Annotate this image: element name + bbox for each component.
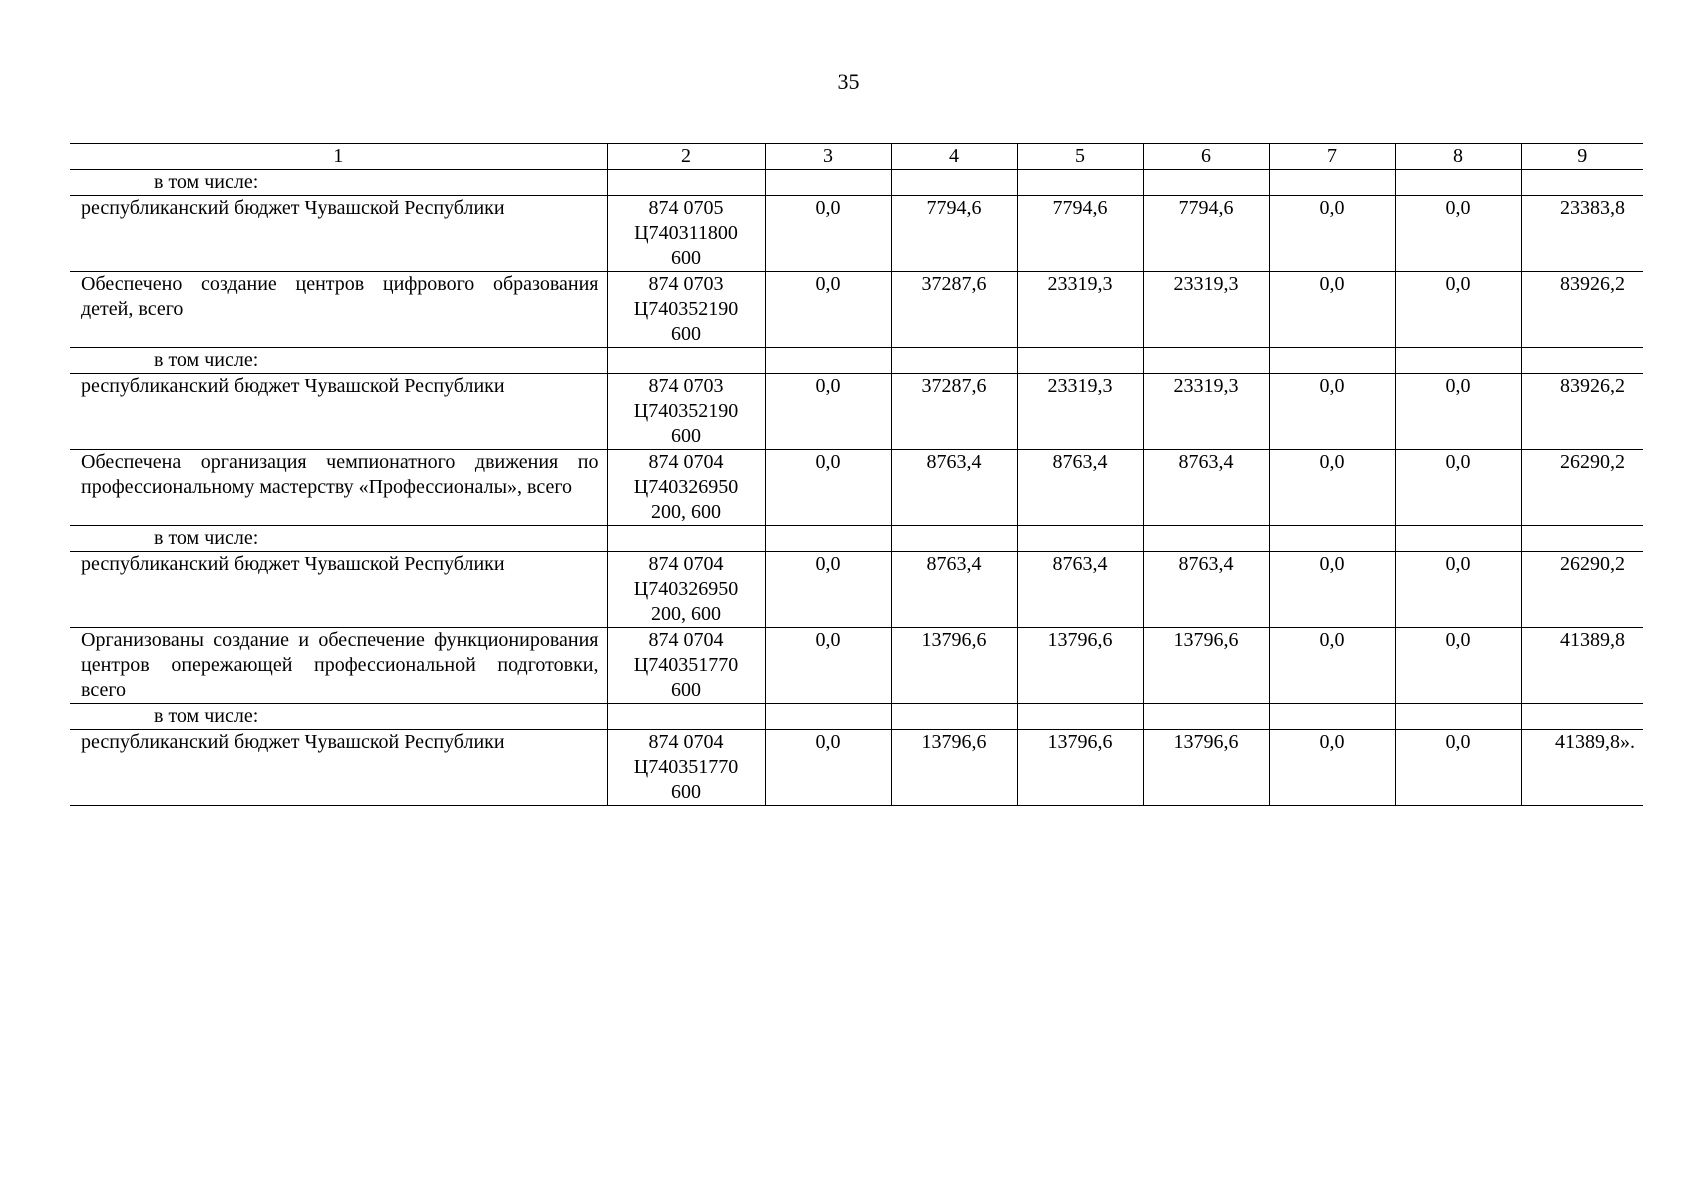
value-col-4: 13796,6	[891, 730, 1017, 806]
value-col-9: 23383,8	[1521, 196, 1643, 272]
row-name: республиканский бюджет Чувашской Республики	[70, 196, 607, 272]
value-col-7	[1269, 348, 1395, 374]
budget-code	[607, 628, 765, 704]
table-row	[70, 196, 1643, 272]
subtotal-label-row	[70, 348, 1643, 374]
including-label: в том числе:	[70, 704, 607, 730]
column-number-3: 3	[765, 144, 891, 170]
budget-code-line: 874 0704	[648, 731, 724, 753]
budget-code	[607, 450, 765, 526]
value-col-5: 8763,4	[1017, 552, 1143, 628]
value-col-7: 0,0	[1269, 628, 1395, 704]
budget-code-line: Ц740351770	[633, 756, 739, 778]
value-col-4: 37287,6	[891, 374, 1017, 450]
value-col-7	[1269, 170, 1395, 196]
budget-code	[607, 704, 765, 730]
value-col-6: 8763,4	[1143, 450, 1269, 526]
value-col-6	[1143, 704, 1269, 730]
value-col-7: 0,0	[1269, 552, 1395, 628]
value-col-9	[1521, 348, 1643, 374]
value-col-8: 0,0	[1395, 450, 1521, 526]
value-col-6: 23319,3	[1143, 374, 1269, 450]
budget-code-line: 200, 600	[651, 603, 721, 625]
value-col-8	[1395, 170, 1521, 196]
row-name: Обеспечено создание центров цифрового образования детей, всего	[70, 272, 607, 348]
column-number-4: 4	[891, 144, 1017, 170]
budget-code-line: Ц740351770	[633, 654, 739, 676]
budget-code-line: 600	[671, 781, 701, 803]
row-name: Организованы создание и обеспечение функционирования центров опережающей профессиональной подготовки, всего	[70, 628, 607, 704]
value-col-4	[891, 704, 1017, 730]
table-row	[70, 272, 1643, 348]
value-col-5	[1017, 170, 1143, 196]
value-col-5: 23319,3	[1017, 374, 1143, 450]
value-col-3	[765, 170, 891, 196]
value-col-8: 0,0	[1395, 730, 1521, 806]
budget-code-line: 600	[671, 679, 701, 701]
table-row	[70, 450, 1643, 526]
value-col-9: 83926,2	[1521, 272, 1643, 348]
including-label: в том числе:	[70, 170, 607, 196]
value-col-5: 8763,4	[1017, 450, 1143, 526]
value-col-6	[1143, 170, 1269, 196]
value-col-8	[1395, 348, 1521, 374]
value-col-7: 0,0	[1269, 730, 1395, 806]
budget-code-line: Ц740311800	[634, 222, 738, 244]
value-col-7: 0,0	[1269, 272, 1395, 348]
column-number-9: 9	[1521, 144, 1643, 170]
value-col-3: 0,0	[765, 552, 891, 628]
budget-code-line: 600	[671, 425, 701, 447]
value-col-8: 0,0	[1395, 628, 1521, 704]
value-col-9	[1521, 526, 1643, 552]
including-label: в том числе:	[70, 348, 607, 374]
budget-code	[607, 374, 765, 450]
value-col-3: 0,0	[765, 272, 891, 348]
value-col-7: 0,0	[1269, 450, 1395, 526]
value-col-4	[891, 526, 1017, 552]
value-col-8: 0,0	[1395, 272, 1521, 348]
budget-code	[607, 170, 765, 196]
column-number-6: 6	[1143, 144, 1269, 170]
value-col-4: 8763,4	[891, 450, 1017, 526]
subtotal-label-row	[70, 170, 1643, 196]
value-col-5: 13796,6	[1017, 730, 1143, 806]
table-body	[70, 170, 1643, 806]
column-number-2: 2	[607, 144, 765, 170]
value-col-3: 0,0	[765, 196, 891, 272]
budget-code	[607, 348, 765, 374]
value-col-3: 0,0	[765, 730, 891, 806]
value-col-9: 26290,2	[1521, 450, 1643, 526]
value-col-6	[1143, 348, 1269, 374]
budget-code-line: Ц740352190	[633, 298, 739, 320]
value-col-3	[765, 704, 891, 730]
budget-code-line: Ц740352190	[633, 400, 739, 422]
page-number: 35	[837, 69, 860, 94]
budget-code-line: 874 0704	[648, 629, 724, 651]
budget-code-line: 874 0704	[648, 451, 724, 473]
budget-code	[607, 526, 765, 552]
budget-code-line: 600	[671, 247, 701, 269]
value-col-5: 7794,6	[1017, 196, 1143, 272]
value-col-6: 8763,4	[1143, 552, 1269, 628]
value-col-7	[1269, 526, 1395, 552]
value-col-6: 13796,6	[1143, 628, 1269, 704]
value-col-9: 83926,2	[1521, 374, 1643, 450]
budget-code-line: 874 0703	[648, 273, 724, 295]
value-col-4: 8763,4	[891, 552, 1017, 628]
value-col-9: 26290,2	[1521, 552, 1643, 628]
value-col-4	[891, 348, 1017, 374]
budget-code	[607, 272, 765, 348]
value-col-8: 0,0	[1395, 552, 1521, 628]
row-name: республиканский бюджет Чувашской Республики	[70, 552, 607, 628]
budget-code-line: 200, 600	[651, 501, 721, 523]
column-number-7: 7	[1269, 144, 1395, 170]
value-col-8	[1395, 526, 1521, 552]
budget-code-line: 600	[671, 323, 701, 345]
column-number-1: 1	[70, 144, 607, 170]
column-number-row	[70, 144, 1643, 170]
value-col-8	[1395, 704, 1521, 730]
value-col-9: 41389,8	[1521, 628, 1643, 704]
budget-code-line: Ц740326950	[633, 578, 739, 600]
budget-code	[607, 552, 765, 628]
value-col-3: 0,0	[765, 374, 891, 450]
table-row	[70, 730, 1643, 806]
value-col-9: 41389,8».	[1521, 730, 1643, 806]
column-number-8: 8	[1395, 144, 1521, 170]
value-col-3: 0,0	[765, 628, 891, 704]
table-row	[70, 628, 1643, 704]
table-row	[70, 552, 1643, 628]
budget-code-line: 874 0703	[648, 375, 724, 397]
budget-code	[607, 196, 765, 272]
value-col-3: 0,0	[765, 450, 891, 526]
value-col-4	[891, 170, 1017, 196]
row-name: республиканский бюджет Чувашской Республики	[70, 374, 607, 450]
value-col-8: 0,0	[1395, 374, 1521, 450]
value-col-6: 23319,3	[1143, 272, 1269, 348]
value-col-5	[1017, 704, 1143, 730]
budget-code-line: 874 0704	[648, 553, 724, 575]
subtotal-label-row	[70, 704, 1643, 730]
table-row	[70, 374, 1643, 450]
budget-code-line: 874 0705	[648, 197, 724, 219]
value-col-8: 0,0	[1395, 196, 1521, 272]
budget-code-line: Ц740326950	[633, 476, 739, 498]
row-name: Обеспечена организация чемпионатного движения по профессиональному мастерству «Профессионалы», всего	[70, 450, 607, 526]
column-number-5: 5	[1017, 144, 1143, 170]
budget-table	[70, 143, 1643, 806]
value-col-5	[1017, 526, 1143, 552]
value-col-6: 7794,6	[1143, 196, 1269, 272]
value-col-7: 0,0	[1269, 196, 1395, 272]
value-col-5: 23319,3	[1017, 272, 1143, 348]
value-col-3	[765, 348, 891, 374]
value-col-9	[1521, 704, 1643, 730]
value-col-3	[765, 526, 891, 552]
including-label: в том числе:	[70, 526, 607, 552]
value-col-9	[1521, 170, 1643, 196]
value-col-4: 13796,6	[891, 628, 1017, 704]
value-col-7: 0,0	[1269, 374, 1395, 450]
value-col-6: 13796,6	[1143, 730, 1269, 806]
row-name: республиканский бюджет Чувашской Республики	[70, 730, 607, 806]
subtotal-label-row	[70, 526, 1643, 552]
budget-code	[607, 730, 765, 806]
value-col-4: 37287,6	[891, 272, 1017, 348]
value-col-5: 13796,6	[1017, 628, 1143, 704]
value-col-7	[1269, 704, 1395, 730]
value-col-4: 7794,6	[891, 196, 1017, 272]
value-col-5	[1017, 348, 1143, 374]
value-col-6	[1143, 526, 1269, 552]
